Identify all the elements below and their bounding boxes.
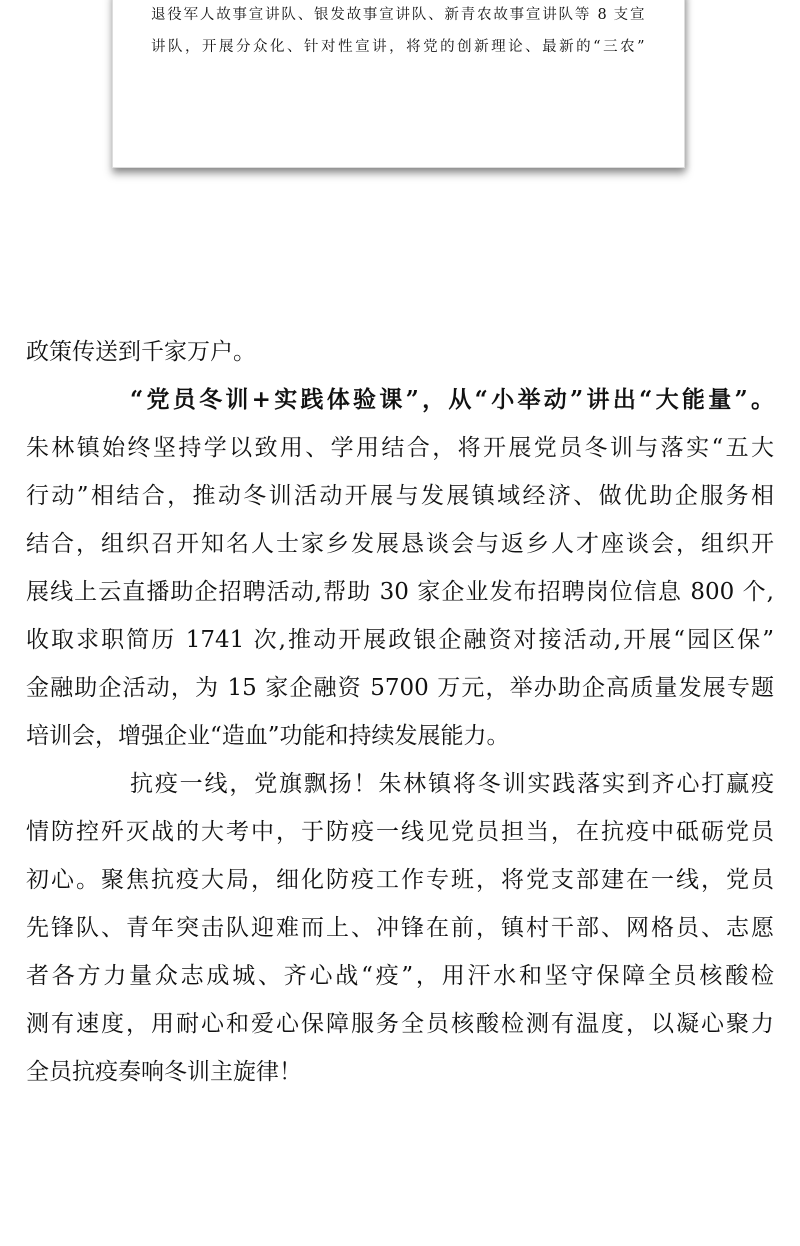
paragraph-line: 结合，组织召开知名人士家乡发展恳谈会与返乡人才座谈会，组织开 [26, 531, 774, 557]
paragraph-line: 朱林镇始终坚持学以致用、学用结合，将开展党员冬训与落实“五大 [26, 435, 774, 461]
card-text-line: 讲队，开展分众化、针对性宣讲，将党的创新理论、最新的“三农” [151, 39, 645, 55]
paragraph-line: 收取求职简历 1741 次,推动开展政银企融资对接活动,开展“园区保” [26, 627, 774, 653]
paragraph-line: 初心。聚焦抗疫大局，细化防疫工作专班，将党支部建在一线，党员 [26, 867, 774, 893]
paragraph-line: 政策传送到千家万户。 [26, 339, 256, 365]
paragraph-line: 金融助企活动，为 15 家企融资 5700 万元，举办助企高质量发展专题 [26, 675, 774, 701]
paragraph-line: 抗疫一线，党旗飘扬！朱林镇将冬训实践落实到齐心打赢疫 [130, 771, 774, 797]
card-text-line: 退役军人故事宣讲队、银发故事宣讲队、新青农故事宣讲队等 8 支宣 [151, 7, 645, 23]
paragraph-line: 先锋队、青年突击队迎难而上、冲锋在前，镇村干部、网格员、志愿 [26, 915, 774, 941]
document-page-card [112, 0, 685, 168]
paragraph-line: 情防控歼灭战的大考中，于防疫一线见党员担当，在抗疫中砥砺党员 [26, 819, 774, 845]
paragraph-line: 者各方力量众志成城、齐心战“疫”，用汗水和坚守保障全员核酸检 [26, 963, 774, 989]
paragraph-line: 培训会，增强企业“造血”功能和持续发展能力。 [26, 723, 510, 749]
paragraph-line: 全员抗疫奏响冬训主旋律！ [26, 1059, 302, 1085]
paragraph-line: 测有速度，用耐心和爱心保障服务全员核酸检测有温度，以凝心聚力 [26, 1011, 774, 1037]
paragraph-line: 展线上云直播助企招聘活动,帮助 30 家企业发布招聘岗位信息 800 个, [26, 579, 774, 605]
section-heading: “党员冬训+实践体验课”，从“小举动”讲出“大能量”。 [130, 386, 774, 413]
paragraph-line: 行动”相结合，推动冬训活动开展与发展镇域经济、做优助企服务相 [26, 483, 774, 509]
